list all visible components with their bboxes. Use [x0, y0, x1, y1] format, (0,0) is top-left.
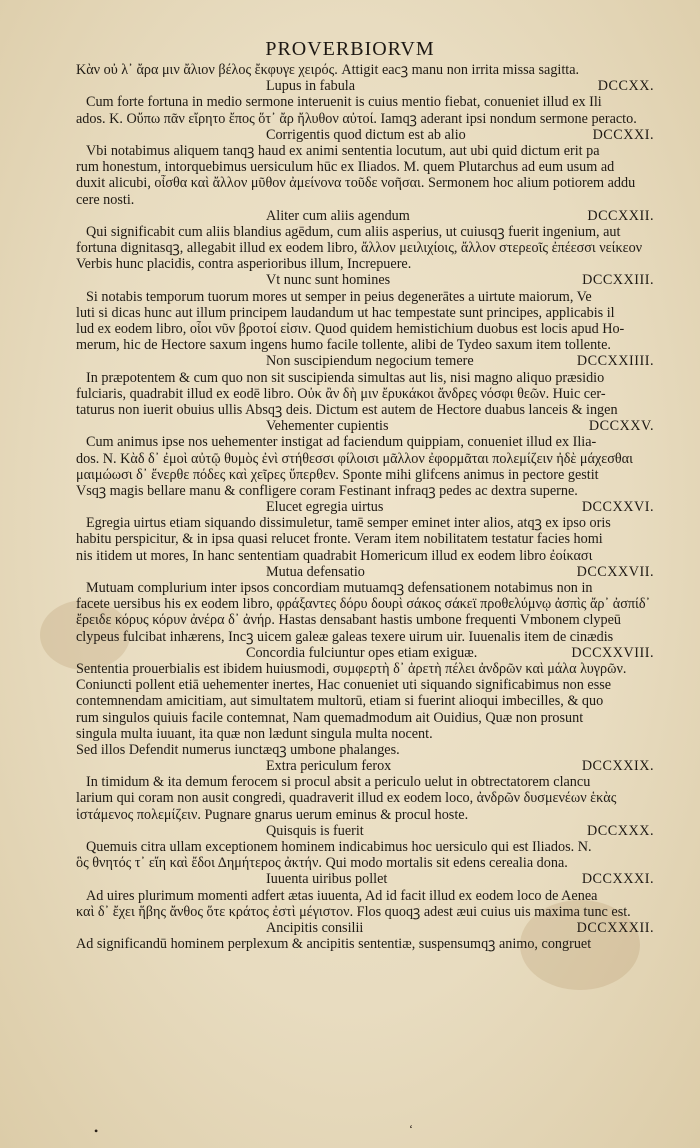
page-mark: • — [94, 1124, 99, 1138]
text-line: Si notabis temporum tuorum mores ut semper in peius degenerātes a uirtute maiorum, Ve — [86, 288, 592, 305]
text-line: καὶ δ᾽ ἔχει ἥβης ἄνθος ὅτε κράτος ἐστὶ μέγιστον. Flos quoqꝫ adest æui cuius uis maxima tunc est. — [76, 903, 631, 920]
proverb-number: DCCXXXII. — [576, 919, 654, 936]
text-line: Mutuam complurium inter ipsos concordiam mutuamqꝫ defensationem notabimus non in — [86, 580, 593, 596]
proverb-number: DCCXXVI. — [581, 499, 654, 516]
proverb-number: DCCXXIII. — [582, 272, 654, 289]
text-line: In præpotentem & cum quo non sit suscipienda simultas aut lis, nisi magno aliquo præsidio — [86, 369, 605, 386]
proverb-title: Vehementer cupientis — [266, 418, 389, 435]
text-line: fortuna dignitasqꝫ, allegabit illud ex eodem libro, ἄλλον μειλιχίοις, ἄλλον στερεοῖς ἐπέεσσι νείκεον — [76, 240, 643, 257]
text-line: taturus non iuerit obuius ullis Absqꝫ deis. Dictum est autem de Hectore duabus lanceis & ingen — [76, 401, 618, 418]
proverb-number: DCCXXIIII. — [576, 353, 654, 370]
proverb-title: Quisquis is fuerit — [266, 822, 364, 839]
text-line: In timidum & ita demum ferocem si procul absit a periculo uelut in obtrectatorem clancu — [86, 774, 591, 791]
proverb-title: Ancipitis consilii — [266, 919, 364, 936]
text-block — [76, 62, 660, 952]
text-line: Quemuis citra ullam exceptionem hominem indicabimus hoc uersiculo qui est Iliados. N. — [86, 839, 592, 855]
text-line: μαιμώωσι δ᾽ ἔνερθε πόδες καὶ χεῖρες ὕπερθεν. Sponte mihi glifcens animus in pectore gestit — [76, 466, 599, 483]
proverb-heading — [76, 208, 660, 224]
proverb-number: DCCXXVIII. — [571, 644, 654, 661]
text-line: Κὰν οὐ λ᾽ ἄρα μιν ἄλιον βέλος ἔκφυγε χειρός. Attigit eacꝫ manu non irrita missa sagitta. — [76, 62, 580, 78]
proverb-title: Iuuenta uiribus pollet — [266, 871, 388, 888]
proverb-number: DCCXXIX. — [581, 758, 654, 775]
text-line: facete uersibus his ex eodem libro, φράξαντες δόρυ δουρὶ σάκος σάκεϊ προθελύμνῳ ἀσπὶς ἄρ᾽ ἀσπίδ᾽ — [76, 596, 651, 613]
proverb-number: DCCXXV. — [588, 418, 654, 435]
text-line: cere nosti. — [76, 191, 135, 208]
proverb-heading — [76, 127, 660, 143]
proverb-heading — [76, 78, 660, 94]
proverb-number: DCCXXI. — [592, 126, 654, 143]
text-line: lud ex eodem libro, οἷοι νῦν βροτοί εἰσιν. Quod quidem hemistichium duobus est locis apud Ho- — [76, 321, 625, 337]
proverb-title: Vt nunc sunt homines — [266, 272, 391, 289]
proverb-title: Corrigentis quod dictum est ab alio — [266, 126, 466, 143]
proverb-title: Lupus in fabula — [266, 78, 356, 95]
text-line: luti si dicas hunc aut illum principem laudandum ut hac tempestate sunt principes, applicabis il — [76, 304, 615, 321]
text-line: Sed illos Defendit numerus iunctæqꝫ umbone phalanges. — [76, 741, 400, 758]
proverb-title: Mutua defensatio — [266, 563, 365, 580]
text-line: ἔρειδε κόρυς κόρυν ἀνέρα δ᾽ ἀνήρ. Hastas densabant hastis umbone frequenti Vmbonem clypeū — [76, 612, 621, 629]
text-line: ὃς θνητός τ᾽ εἴη καὶ ἔδοι Δημήτερος ἀκτήν. Qui modo mortalis sit edens cerealia dona. — [76, 855, 568, 872]
text-line: Sententia prouerbialis est ibidem huiusmodi, συμφερτὴ δ᾽ ἀρετὴ πέλει ἀνδρῶν καὶ μάλα λυγρῶν. — [76, 660, 627, 677]
text-line: Qui significabit cum aliis blandius agēdum, cum aliis asperius, ut cuiusqꝫ fuerit ingenium, aut — [86, 223, 621, 240]
proverb-title: Concordia fulciuntur opes etiam exiguæ. — [246, 644, 478, 661]
running-head: PROVERBIORVM — [265, 38, 435, 60]
proverb-heading — [76, 823, 660, 839]
text-line: Cum forte fortuna in medio sermone interuenit is cuius mentio fiebat, conueniet illud ex Ili — [86, 94, 602, 111]
proverb-title: Elucet egregia uirtus — [266, 499, 384, 516]
proverb-title: Extra periculum ferox — [266, 758, 392, 775]
text-line: Coniuncti pollent etiā uehementer inertes, Hac conueniet uti siquando significabimus non esse — [76, 677, 612, 694]
text-line: rum singulos quiuis facile contemnat, Nam quemadmodum ait Ouidius, Quæ non prosunt — [76, 709, 584, 726]
text-line: Vbi notabimus aliquem tanqꝫ haud ex animi sententia locutum, aut ubi quid dictum erit pa — [86, 142, 600, 159]
text-line: fulciaris, quadrabit illud ex eodē libro. Οὐκ ἂν δὴ μιν ἔρυκάκοι ἄνδρες νόσφι θεῶν. Huic cer- — [76, 385, 606, 402]
text-line: rum honestum, intorquebimus uersiculum hūc ex Iliados. M. quem Plutarchus ad eum usum ad — [76, 159, 615, 176]
proverb-heading — [76, 564, 660, 580]
text-line: Vsqꝫ magis bellare manu & confligere coram Festinant infraqꝫ pedes ac dextra superne. — [76, 482, 578, 499]
proverb-heading — [76, 758, 660, 774]
proverb-heading — [76, 871, 660, 887]
text-line: clypeus fulcibat inhærens, Incꝫ uicem galeæ galeas texere uirum uir. Iuuenalis item de cinædis — [76, 628, 614, 645]
proverb-number: DCCXX. — [597, 78, 654, 95]
proverb-heading — [76, 353, 660, 369]
proverb-heading — [76, 418, 660, 434]
text-line: Cum animus ipse nos uehementer instigat ad faciendum quippiam, conueniet illud ex Ilia- — [86, 434, 597, 451]
proverb-number: DCCXXVII. — [576, 563, 654, 580]
text-line: nis itidem ut mores, In hanc sententiam quadrabit Homericum illud ex eodem libro ἐοίκασι — [76, 547, 593, 564]
proverb-number: DCCXXXI. — [581, 871, 654, 888]
proverb-title: Non suscipiendum negocium temere — [266, 353, 474, 370]
text-line: Ad significandū hominem perplexum & ancipitis sententiæ, suspensumqꝫ animo, congruet — [76, 936, 592, 953]
text-line: ados. K. Οὔπω πᾶν εἴρητο ἔπος ὅτ᾽ ἄρ ἤλυθον αὐτοί. Iamqꝫ aderant ipsi nondum sermone peracto. — [76, 110, 637, 127]
text-line: merum, hic de Hectore saxum ingens humo facile tollente, alibi de Tydeo saxum item tollente. — [76, 337, 611, 354]
proverb-heading — [76, 272, 660, 288]
text-line: dos. N. Κὰδ δ᾽ ἐμοὶ αὐτῷ θυμὸς ἐνὶ στήθεσσι φίλοισι μᾶλλον ἐφορμᾶται πολεμίζειν ἠδὲ μάχεσθαι — [76, 450, 633, 467]
proverb-heading — [76, 645, 660, 661]
text-line: Ad uires plurimum momenti adfert ætas iuuenta, Ad id facit illud ex eodem loco de Aenea — [86, 887, 598, 904]
text-line: singula multa iuuant, ita quæ non lædunt singula multa nocent. — [76, 725, 433, 742]
proverb-number: DCCXXII. — [587, 207, 654, 224]
text-line: Egregia uirtus etiam siquando dissimuletur, tamē semper eminet inter alios, atqꝫ ex ipso oris — [86, 515, 611, 532]
text-line: habitu perspicitur, & in ipsa quasi relucet fronte. Veram item nobilitatem testatur facies homi — [76, 531, 603, 548]
proverb-title: Aliter cum aliis agendum — [266, 207, 410, 224]
proverb-number: DCCXXX. — [587, 822, 654, 839]
page-mark: ‘ — [409, 1122, 413, 1136]
text-line: Verbis hunc placidis, contra asperioribus illum, Increpuere. — [76, 256, 412, 273]
text-line: contemnendam amicitiam, aut simultatem multorū, etiam si fuerint alioqui imbecilles, & quo — [76, 693, 604, 710]
proverb-heading — [76, 499, 660, 515]
text-line: duxit alicubi, οἶσθα καὶ ἄλλον μῦθον ἀμείνονα τοῦδε νοῆσαι. Sermonem hoc alium potiorem addu — [76, 175, 636, 192]
text-line: larium qui coram non ausit congredi, quadraverit illud ex eodem loco, ἀνδρῶν δυσμενέων ἑκὰς — [76, 790, 617, 807]
text-line: ἱστάμενος πολεμίζειν. Pugnare gnarus uerum eminus & procul hoste. — [76, 806, 469, 823]
proverb-heading — [76, 920, 660, 936]
